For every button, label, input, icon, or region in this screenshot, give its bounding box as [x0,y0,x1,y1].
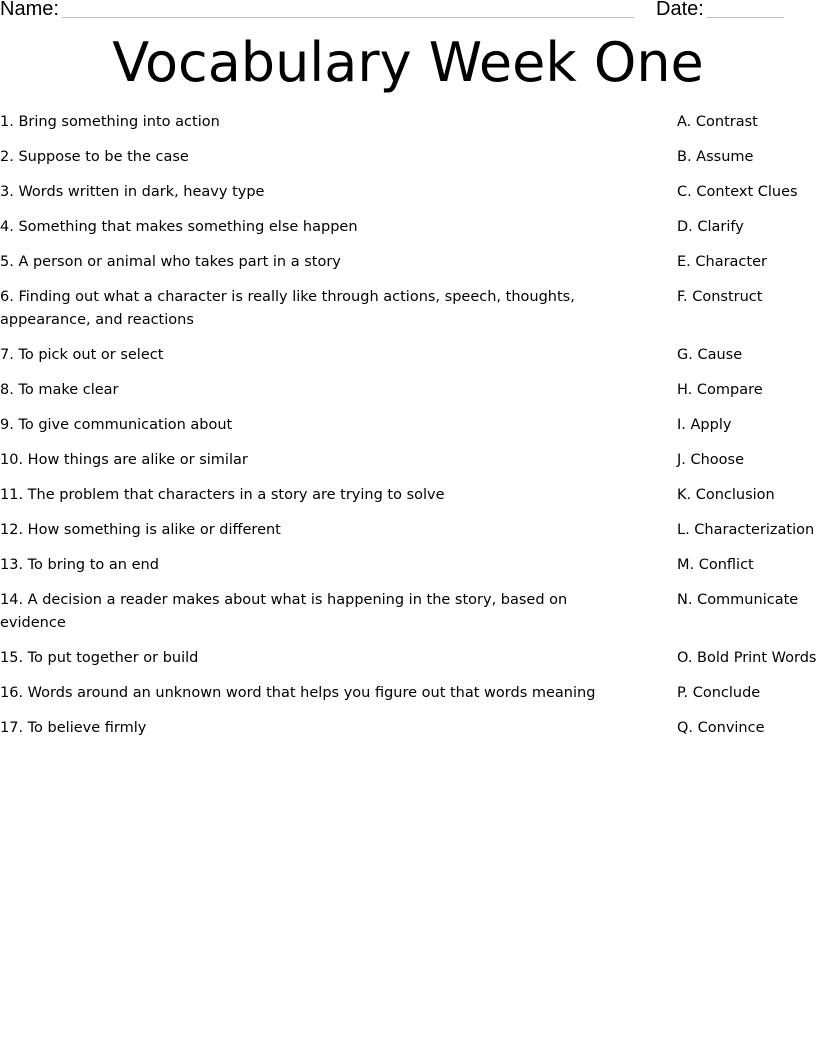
clue-text: 12. How something is alike or different [0,522,281,538]
answer-option: I. Apply [677,417,732,433]
list-item [0,344,816,367]
list-item [0,484,816,507]
answer-option: O. Bold Print Words [677,650,816,666]
answer-option: B. Assume [677,149,754,165]
clue-text: 17. To believe firmly [0,720,147,736]
clue-text: 1. Bring something into action [0,114,220,130]
clue-text: 9. To give communication about [0,417,233,433]
answer-option: P. Conclude [677,685,761,701]
answer-option: M. Conflict [677,557,754,573]
answer-option: Q. Convince [677,720,765,736]
answer-option: N. Communicate [677,592,799,608]
answer-option: L. Characterization [677,522,815,538]
matching-list [0,111,816,752]
clue-text: 10. How things are alike or similar [0,452,248,468]
date-blank-line[interactable] [707,17,784,18]
list-item [0,554,816,577]
answer-option: J. Choose [677,452,745,468]
clue-text: 6. Finding out what a character is really like through actions, speech, thoughts, appearance, and reactions [0,289,575,328]
clue-text: 8. To make clear [0,382,119,398]
name-blank-line[interactable] [62,17,634,18]
list-item [0,181,816,204]
list-item [0,379,816,402]
clue-text: 4. Something that makes something else happen [0,219,358,235]
answer-option: F. Construct [677,289,763,305]
answer-option: C. Context Clues [677,184,798,200]
list-item [0,449,816,472]
clue-text: 14. A decision a reader makes about what is happening in the story, based on evidence [0,592,568,631]
clue-text: 5. A person or animal who takes part in a story [0,254,341,270]
name-label: Name: [0,0,59,20]
answer-option: D. Clarify [677,219,744,235]
list-item [0,286,816,332]
list-item [0,414,816,437]
clue-text: 3. Words written in dark, heavy type [0,184,265,200]
list-item [0,111,816,134]
clue-text: 15. To put together or build [0,650,199,666]
worksheet-header [0,0,816,24]
list-item [0,682,816,705]
date-label: Date: [656,0,704,20]
answer-option: E. Character [677,254,767,270]
list-item [0,589,816,635]
list-item [0,146,816,169]
clue-text: 7. To pick out or select [0,347,164,363]
answer-option: K. Conclusion [677,487,775,503]
list-item [0,519,816,542]
page-title: Vocabulary Week One [112,31,704,94]
clue-text: 13. To bring to an end [0,557,159,573]
clue-text: 2. Suppose to be the case [0,149,189,165]
answer-option: A. Contrast [677,114,758,130]
clue-text: 16. Words around an unknown word that helps you figure out that words meaning [0,685,596,701]
answer-option: H. Compare [677,382,763,398]
list-item [0,216,816,239]
list-item [0,251,816,274]
answer-option: G. Cause [677,347,743,363]
list-item [0,647,816,670]
clue-text: 11. The problem that characters in a story are trying to solve [0,487,445,503]
list-item [0,717,816,740]
